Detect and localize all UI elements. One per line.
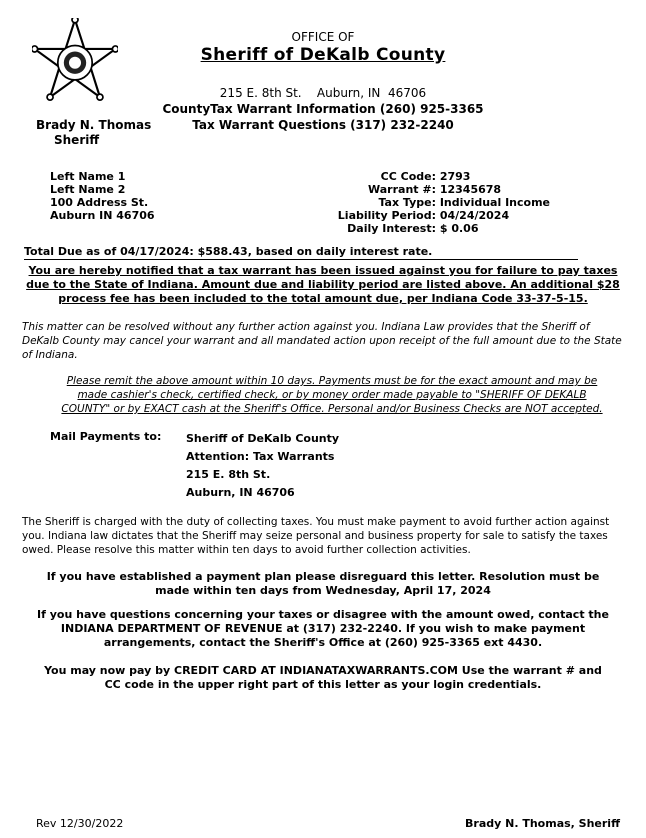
remit-paragraph: Please remit the above amount within 10 days. Payments must be for the exact amount and may be made cashier's check, certified check, or by money order made payable to "SHERIFF OF DEKALB COUNTY" or by EXACT cash at the Sheriff's Office. Personal and/or Business Checks are NOT accepted. [61,375,603,415]
mail-line: Sheriff of DeKalb County [186,432,340,445]
total-due: Total Due as of 04/17/2024: $588.43, based on daily interest rate. [24,245,433,258]
footer-signature: Brady N. Thomas, Sheriff [465,817,620,830]
mail-line: Attention: Tax Warrants [186,450,335,463]
recipient-line: Left Name 2 [50,183,126,196]
credit-card-notice: You may now pay by CREDIT CARD AT INDIANATAXWARRANTS.COM Use the warrant # and CC code in the upper right part of this letter as your login credentials. [44,664,602,691]
liability-period-value: 04/24/2024 [439,209,510,222]
sheriff-title: Sheriff [54,133,100,147]
duty-paragraph: The Sheriff is charged with the duty of collecting taxes. You must make payment to avoid further action against you. Indiana law dictates that the Sheriff may seize personal and business property for sale to satisfy the taxes owed. Please resolve this matter within ten days to avoid further collection activities. [22,516,610,556]
tax-type-label: Tax Type: [378,196,436,209]
warrant-number-value: 12345678 [439,183,502,196]
cc-code-label: CC Code: [380,170,436,183]
daily-interest-value: $ 0.06 [439,222,479,235]
resolve-paragraph: This matter can be resolved without any further action against you. Indiana Law provides that the Sheriff of DeKalb County may cancel your warrant and all mandated action upon receipt of the full amount due to the State of Indiana. [22,321,622,361]
mail-payments-address [186,430,339,502]
recipient-line: 100 Address St. [50,196,149,209]
daily-interest-label: Daily Interest: [347,222,436,235]
payment-plan-notice: If you have established a payment plan please disreguard this letter. Resolution must be made within ten days from Wednesday, April 17, 2024 [46,570,600,597]
warrant-number-label: Warrant #: [368,183,436,196]
recipient-line: Left Name 1 [50,170,126,183]
warrant-info-line: CountyTax Warrant Information (260) 925-3365 [162,102,484,116]
recipient-address [50,170,155,222]
page-title: Sheriff of DeKalb County [200,45,446,65]
revision-date: Rev 12/30/2022 [36,817,124,830]
warrant-notice: You are hereby notified that a tax warrant has been issued against you for failure to pay taxes due to the State of Indiana. Amount due and liability period are listed above. An additional $28 process fee has been included to the total amount due, per Indiana Code 33-37-5-15. [26,264,620,305]
warrant-details [326,170,550,235]
sheriff-name: Brady N. Thomas [36,118,152,132]
mail-line: 215 E. 8th St. [186,468,271,481]
office-address: 215 E. 8th St. Auburn, IN 46706 [219,86,427,100]
warrant-questions-line: Tax Warrant Questions (317) 232-2240 [192,118,454,132]
cc-code-value: 2793 [439,170,471,183]
total-due-rule [24,259,578,260]
mail-line: Auburn, IN 46706 [186,486,295,499]
mail-payments-label: Mail Payments to: [50,430,162,443]
recipient-line: Auburn IN 46706 [50,209,155,222]
questions-notice: If you have questions concerning your taxes or disagree with the amount owed, contact the INDIANA DEPARTMENT OF REVENUE at (317) 232-2240. If you wish to make payment arrangements, contact the Sheriff's Office at (260) 925-3365 ext 4430. [37,608,609,649]
tax-type-value: Individual Income [439,196,551,209]
liability-period-label: Liability Period: [337,209,436,222]
office-of: OFFICE OF [291,30,355,44]
